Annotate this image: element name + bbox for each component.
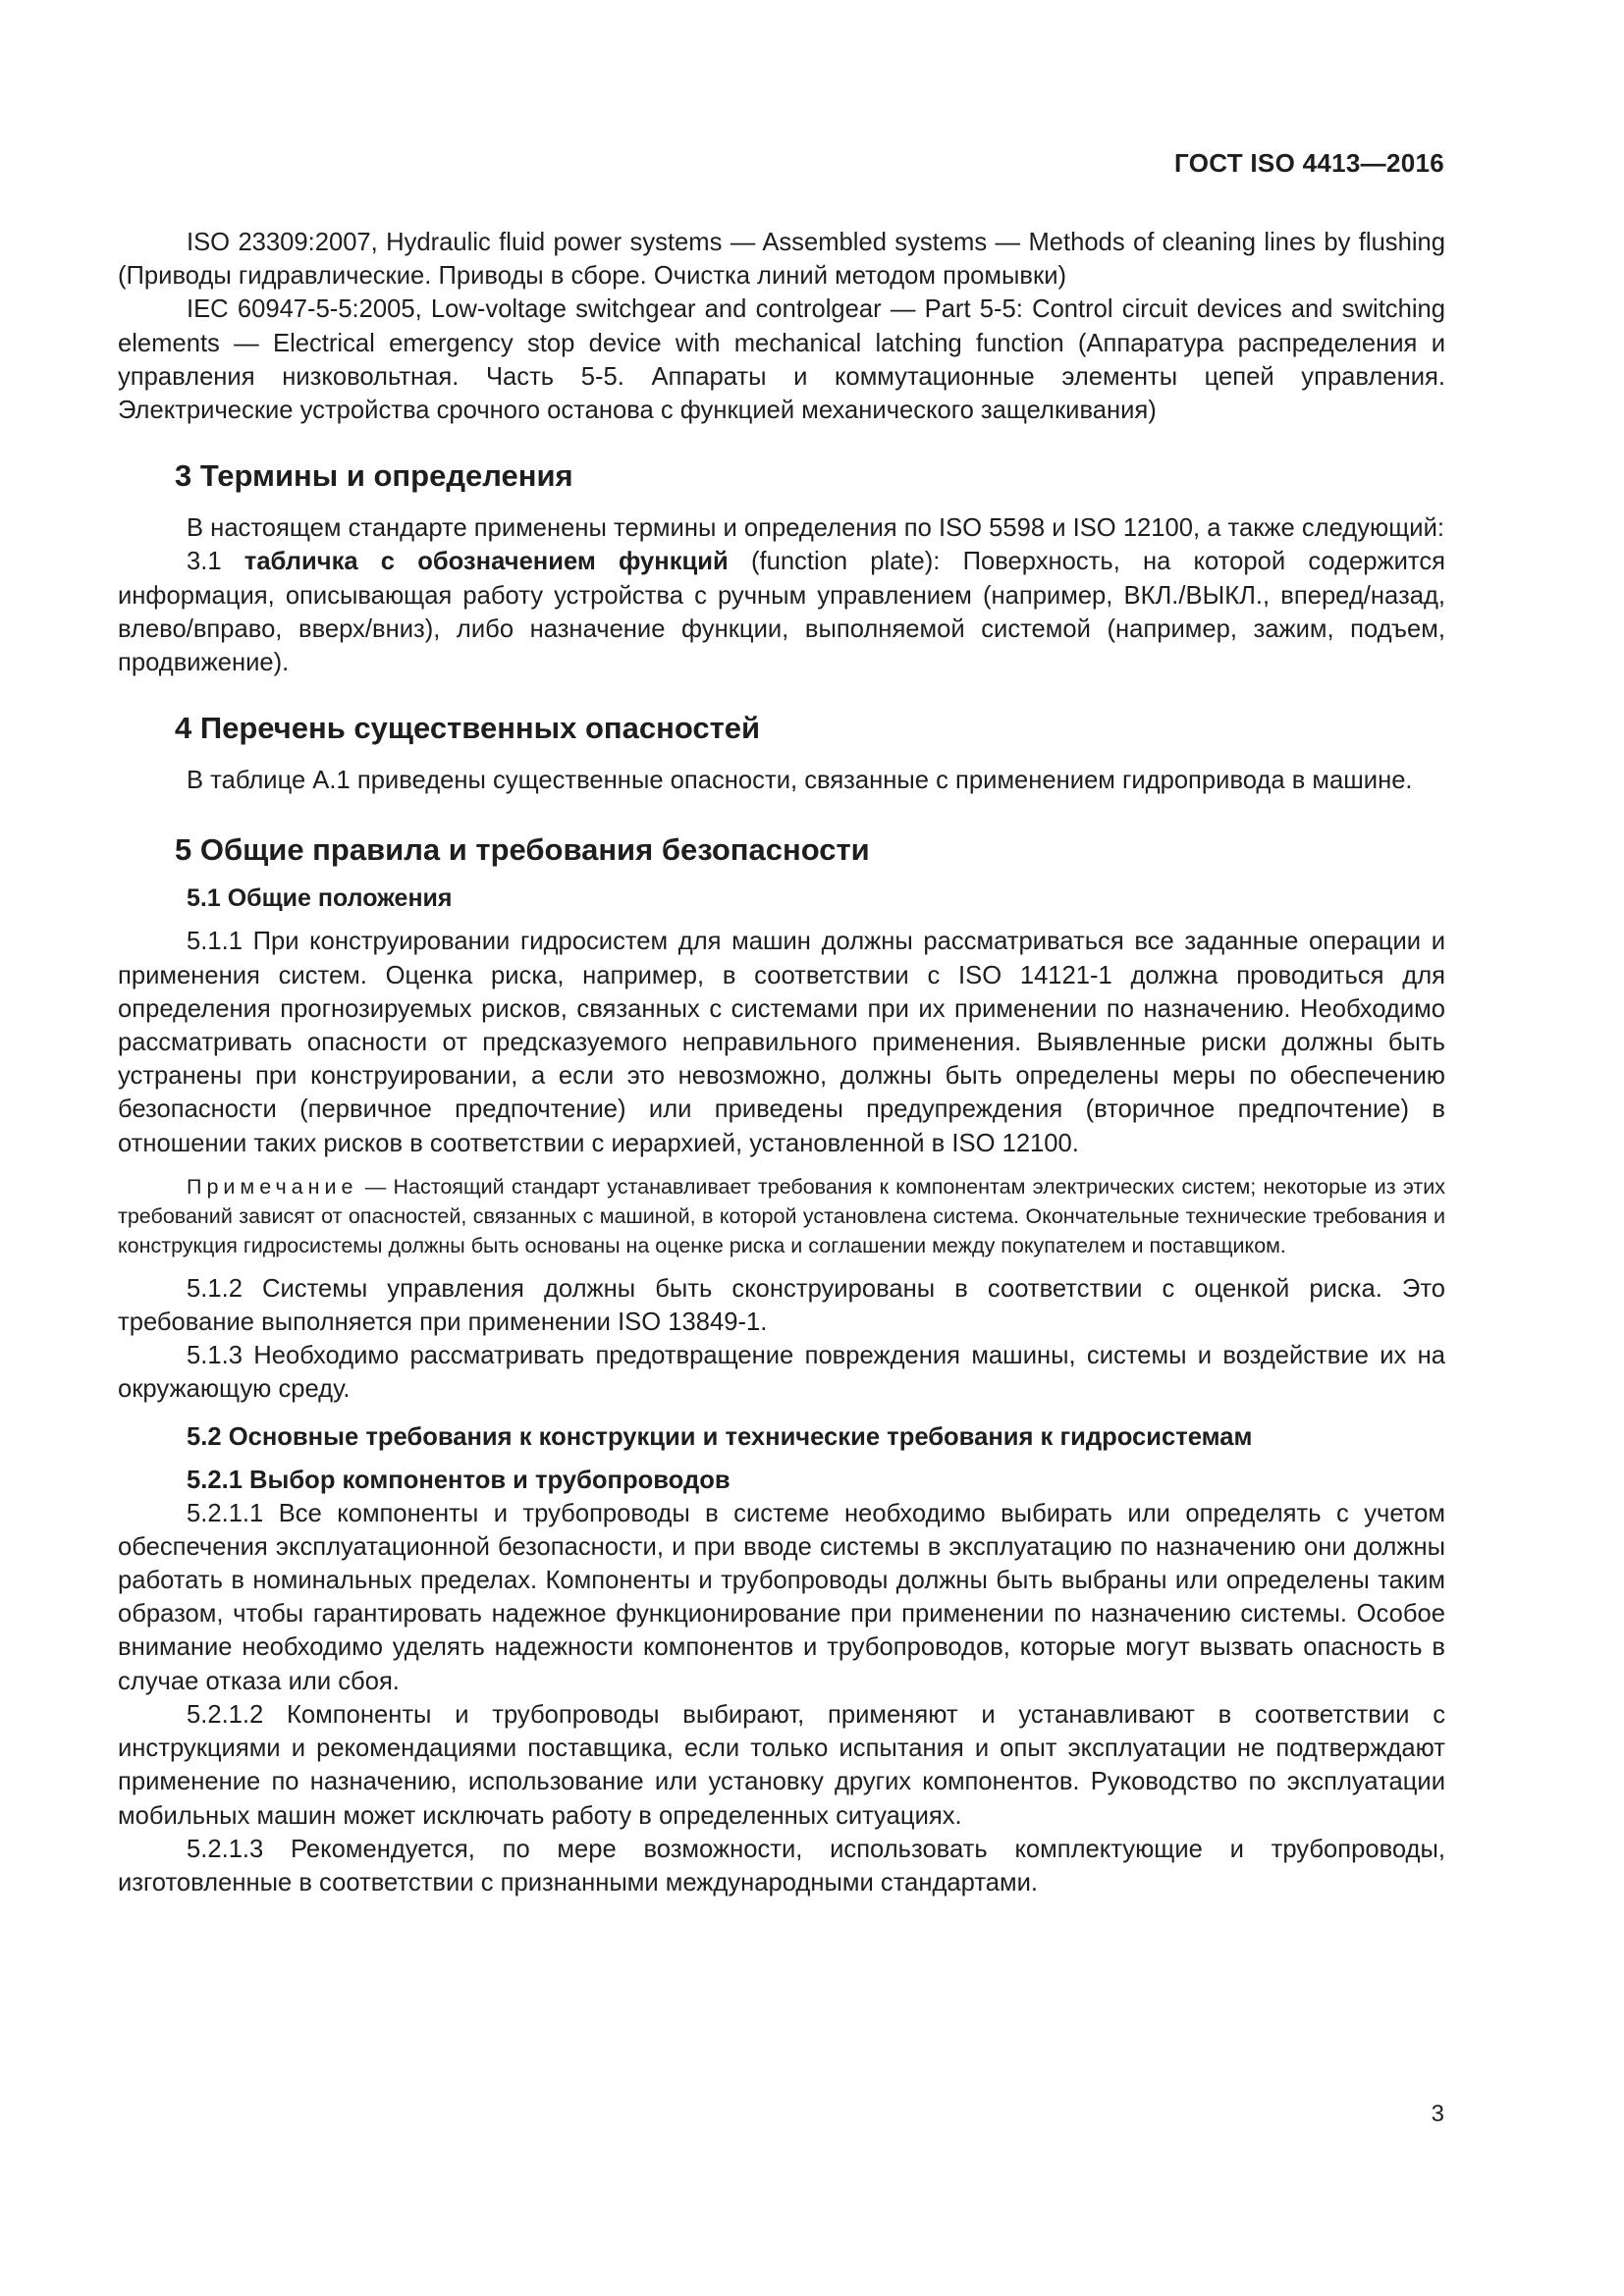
term-number: 3.1 [187,548,222,576]
subsection-5-1-title: 5.1 Общие положения [187,884,453,913]
term-name: табличка с обозначением функций [244,548,729,576]
clause-5-2-1-1: 5.2.1.1 Все компоненты и трубопроводы в системе необходимо выбирать или определять с учетом обеспечения эксплуатационной безопасности, и при вводе системы в эксплуатацию по назначению они должны работать в номинальных пределах. Компоненты и трубопроводы должны быть выбраны или определены таким образом, чтобы гарантировать надежное функционирование при применении по назначению системы. Особое внимание необходимо уделять надежности компонентов и трубопроводов, которые могут вызвать опасность в случае отказа или сбоя. [118,1499,1445,1695]
reference-iec-60947: IEC 60947-5-5:2005, Low-voltage switchgear and controlgear — Part 5-5: Control circuit devices and switching elements — Electrical emergency stop device with mechanical latching function (Аппаратура распределения и управления низковольтная. Часть 5-5. Аппараты и коммутационные элементы цепей управления. Электрические устройства срочного останова с функцией механического защелкивания) [118,295,1445,425]
clause-5-2-1-3: 5.2.1.3 Рекомендуется, по мере возможности, использовать комплектующие и трубопроводы, изготовленные в соответствии с признанными международными стандартами. [118,1835,1445,1896]
page-number: 3 [1431,2101,1444,2127]
term-3-1 [118,545,1445,679]
page-header: ГОСТ ISO 4413—2016 [1174,148,1444,178]
term-definition: (function plate): Поверхность, на которой содержится информация, описывающая работу устройства с ручным управлением (например, ВКЛ./ВЫКЛ., вперед/назад, влево/вправо, вверх/вниз), либо назначение функции, выполняемой системой (например, зажим, подъем, продвижение). [118,548,1445,677]
section-4-title: 4 Перечень существенных опасностей [175,711,761,746]
clause-5-1-3: 5.1.3 Необходимо рассматривать предотвращение повреждения машины, системы и воздействие их на окружающую среду. [118,1342,1445,1404]
section-3-intro: В настоящем стандарте применены термины и определения по ISO 5598 и ISO 12100, а также следующий: [187,514,1444,543]
note-text: — Настоящий стандарт устанавливает требования к компонентам электрических систем; некоторые из этих требований зависят от опасностей, связанных с машиной, в которой установлена система. Окончательные технические требования и конструкция гидросистемы должны быть основаны на оценке риска и соглашении между покупателем и поставщиком. [118,1174,1445,1257]
section-3-title: 3 Термины и определения [175,458,573,494]
clause-5-1-1: 5.1.1 При конструировании гидросистем для машин должны рассматриваться все заданные операции и применения систем. Оценка риска, например, в соответствии с ISO 14121-1 должна проводиться для определения прогнозируемых рисков, связанных с системами при их применении по назначению. Необходимо рассматривать опасности от предсказуемого неправильного применения. Выявленные риски должны быть устранены при конструировании, а если это невозможно, должны быть определены меры по обеспечению безопасности (первичное предпочтение) или приведены предупреждения (вторичное предпочтение) в отношении таких рисков в соответствии с иерархией, установленной в ISO 12100. [118,928,1445,1157]
subsection-5-2-1-title: 5.2.1 Выбор компонентов и трубопроводов [187,1466,731,1494]
section-5-title: 5 Общие правила и требования безопасности [175,832,870,868]
subsection-5-2-title: 5.2 Основные требования к конструкции и технические требования к гидросистемам [187,1422,1253,1451]
clause-5-1-2: 5.1.2 Системы управления должны быть сконструированы в соответствии с оценкой риска. Это требование выполняется при применении ISO 13849-1. [118,1274,1445,1337]
document-body [118,226,1445,1899]
note-label: Примечание [187,1174,358,1199]
section-4-text: В таблице А.1 приведены существенные опасности, связанные с применением гидропривода в машине. [187,767,1413,795]
reference-iso-23309: ISO 23309:2007, Hydraulic fluid power systems — Assembled systems — Methods of cleaning lines by flushing (Приводы гидравлические. Приводы в сборе. Очистка линий методом промывки) [118,229,1445,291]
clause-5-2-1-2: 5.2.1.2 Компоненты и трубопроводы выбирают, применяют и устанавливают в соответствии с инструкциями и рекомендациями поставщика, если только испытания и опыт эксплуатации не подтверждают применение по назначению, использование или установку других компонентов. Руководство по эксплуатации мобильных машин может исключать работу в определенных ситуациях. [118,1700,1445,1830]
note [118,1172,1445,1260]
